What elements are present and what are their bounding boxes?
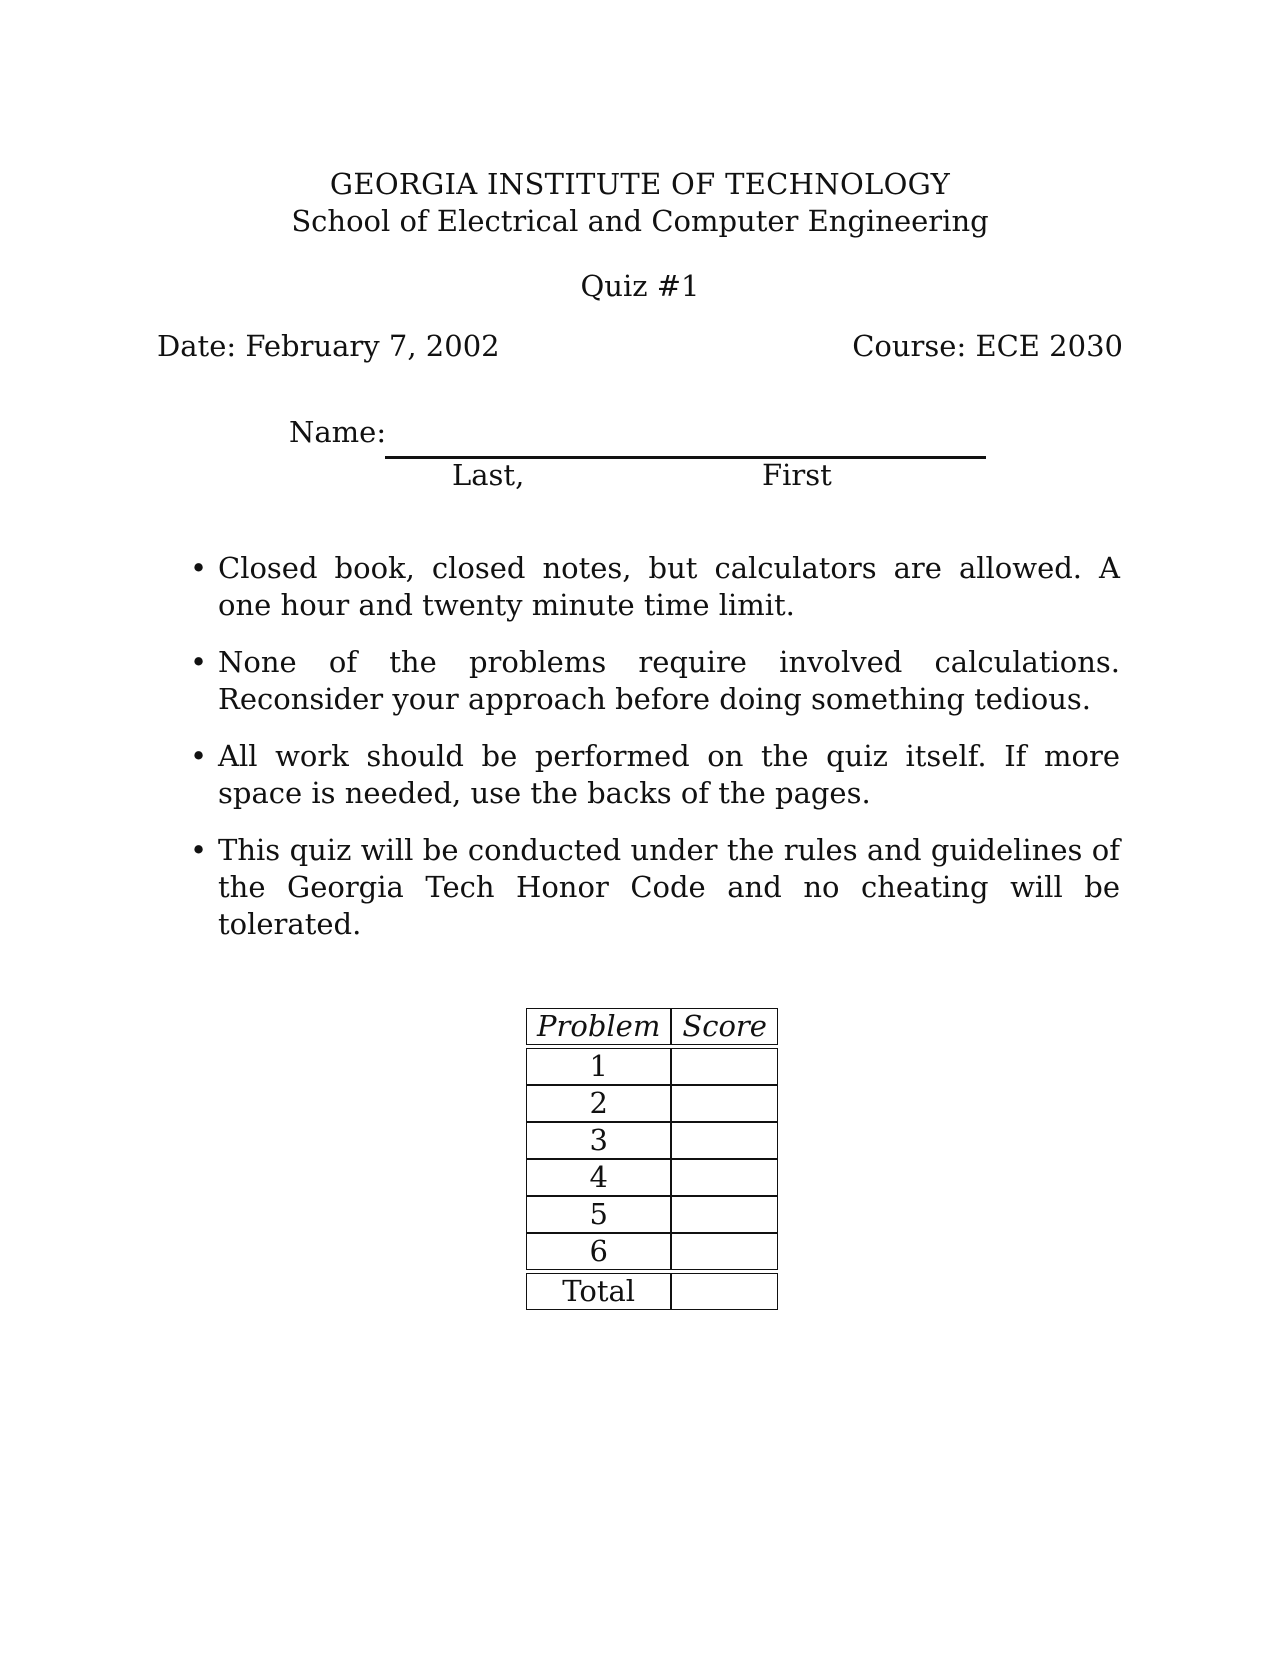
score-cell[interactable] bbox=[671, 1085, 778, 1122]
quiz-date: Date: February 7, 2002 bbox=[157, 329, 500, 363]
quiz-title: Quiz #1 bbox=[580, 269, 700, 303]
table-row bbox=[526, 1085, 778, 1122]
first-name-caption: First bbox=[762, 458, 832, 492]
score-table bbox=[526, 1008, 778, 1310]
table-row bbox=[526, 1196, 778, 1233]
total-label: Total bbox=[526, 1273, 671, 1310]
instruction-item bbox=[190, 832, 1120, 943]
total-score-cell[interactable] bbox=[671, 1273, 778, 1310]
problem-number: 2 bbox=[526, 1085, 671, 1122]
instruction-text: All work should be performed on the quiz itself. If more space is needed, use the backs of the pages. bbox=[218, 739, 1120, 810]
name-label: Name: bbox=[289, 415, 387, 449]
instruction-item bbox=[190, 644, 1120, 718]
score-table-header bbox=[526, 1008, 778, 1045]
bullet-icon: • bbox=[190, 551, 208, 585]
problem-number: 4 bbox=[526, 1159, 671, 1196]
table-row bbox=[526, 1159, 778, 1196]
problem-number: 3 bbox=[526, 1122, 671, 1159]
instruction-item bbox=[190, 738, 1120, 812]
instructions-list bbox=[190, 550, 1120, 943]
problem-number: 1 bbox=[526, 1048, 671, 1085]
instruction-text: Closed book, closed notes, but calculators are allowed. A one hour and twenty minute time limit. bbox=[218, 551, 1120, 622]
instruction-text: This quiz will be conducted under the rules and guidelines of the Georgia Tech Honor Code and no cheating will be tolerated. bbox=[218, 833, 1120, 941]
score-cell[interactable] bbox=[671, 1048, 778, 1085]
total-row bbox=[526, 1273, 778, 1310]
problem-column-header: Problem bbox=[526, 1008, 671, 1045]
last-name-caption: Last, bbox=[452, 458, 525, 492]
bullet-icon: • bbox=[190, 645, 208, 679]
instruction-item bbox=[190, 550, 1120, 624]
problem-number: 5 bbox=[526, 1196, 671, 1233]
institution-title: GEORGIA INSTITUTE OF TECHNOLOGY bbox=[329, 167, 951, 201]
course-code: Course: ECE 2030 bbox=[852, 329, 1123, 363]
score-cell[interactable] bbox=[671, 1159, 778, 1196]
score-cell[interactable] bbox=[671, 1196, 778, 1233]
bullet-icon: • bbox=[190, 739, 208, 773]
bullet-icon: • bbox=[190, 833, 208, 867]
problem-number: 6 bbox=[526, 1233, 671, 1270]
score-cell[interactable] bbox=[671, 1122, 778, 1159]
school-name: School of Electrical and Computer Engineering bbox=[291, 204, 989, 238]
table-row bbox=[526, 1048, 778, 1085]
instruction-text: None of the problems require involved calculations. Reconsider your approach before doing something tedious. bbox=[218, 645, 1120, 716]
table-row bbox=[526, 1233, 778, 1270]
score-cell[interactable] bbox=[671, 1233, 778, 1270]
score-column-header: Score bbox=[671, 1008, 778, 1045]
table-row bbox=[526, 1122, 778, 1159]
